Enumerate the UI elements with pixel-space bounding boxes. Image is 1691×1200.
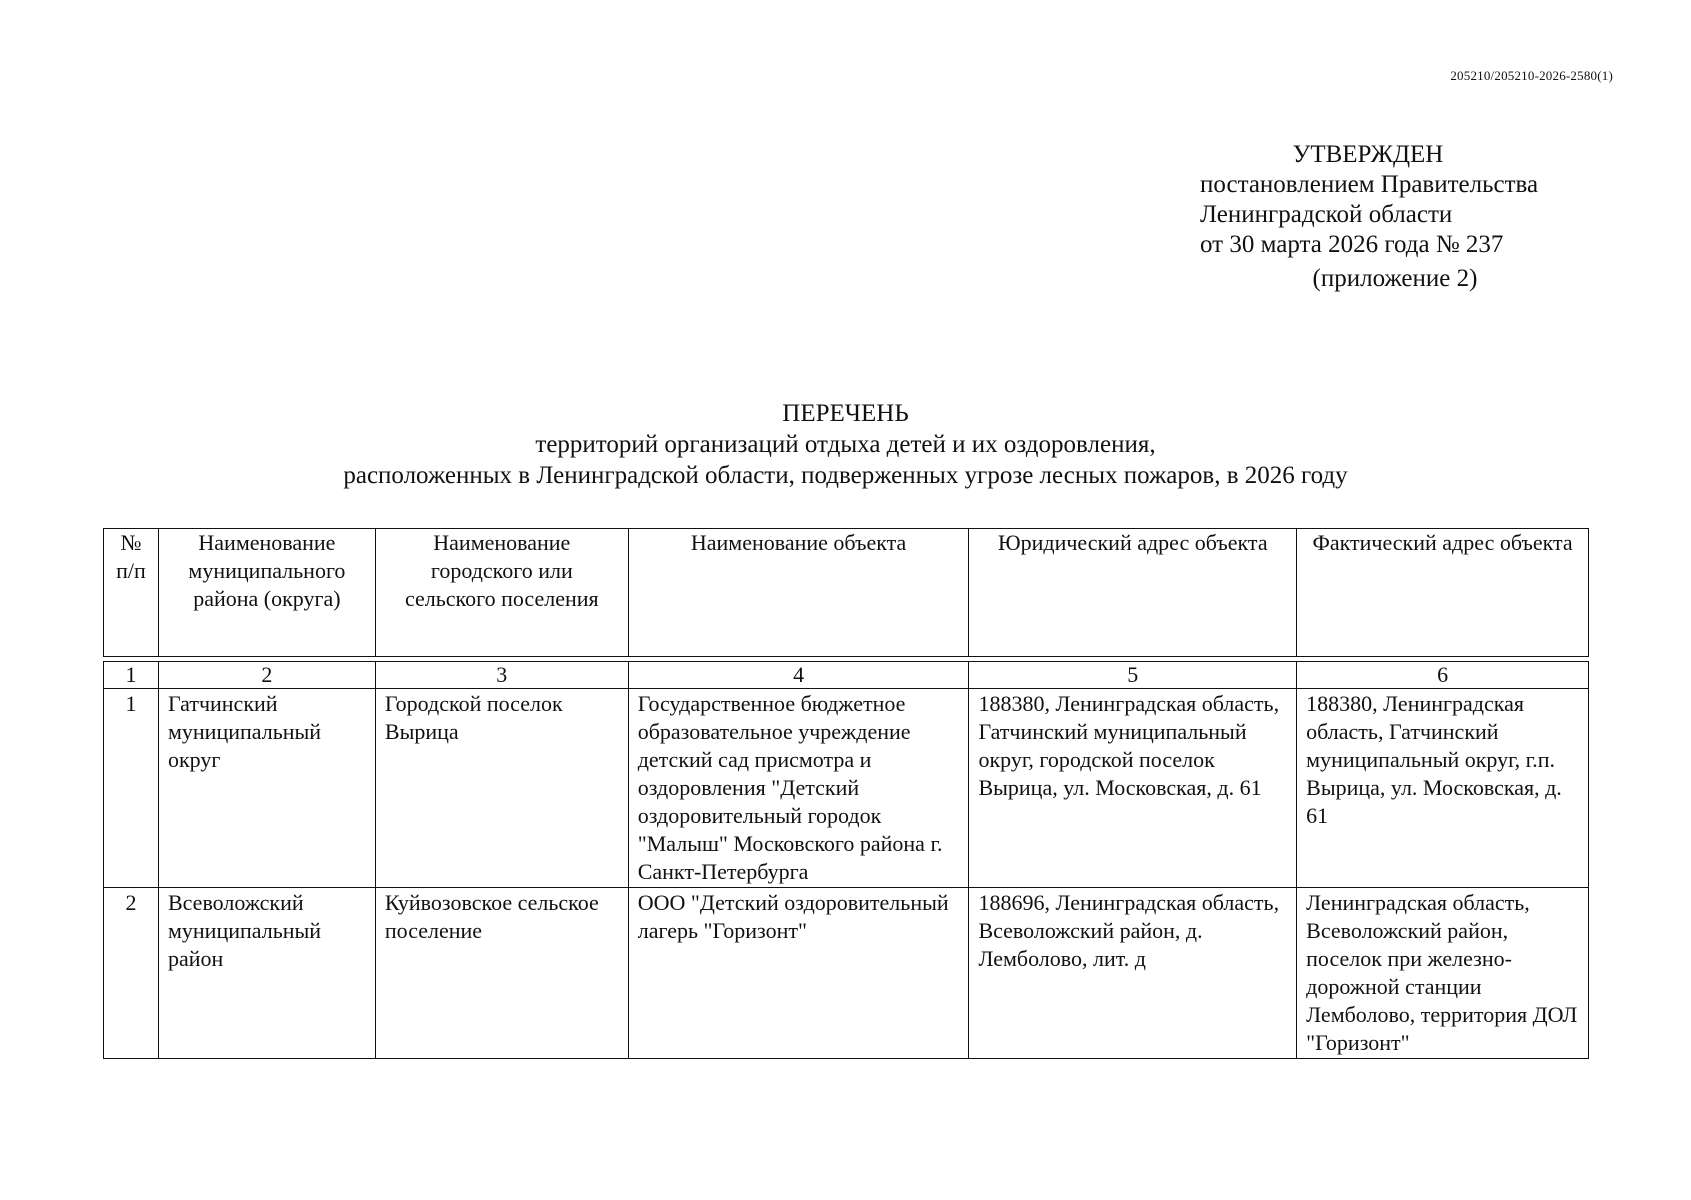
district-cell: Гатчинский муниципальный округ — [158, 689, 375, 888]
settlement-cell: Куйвозовское сельское поселение — [375, 888, 628, 1059]
column-number: 2 — [158, 662, 375, 689]
approval-date-line: от 30 марта 2026 года № 237 — [1200, 231, 1504, 258]
header-cell-number: № п/п — [104, 529, 159, 657]
column-number: 1 — [104, 662, 159, 689]
row-number: 1 — [104, 689, 159, 888]
approval-title: УТВЕРЖДЕН — [1292, 141, 1444, 168]
territory-table — [103, 528, 1589, 1059]
settlement-cell: Городской поселок Вырица — [375, 689, 628, 888]
actual-address-cell: Ленинградская область, Всеволожский район, поселок при железно-дорожной станции Лемболово, территория ДОЛ "Горизонт" — [1297, 888, 1589, 1059]
row-number: 2 — [104, 888, 159, 1059]
column-number: 6 — [1297, 662, 1589, 689]
legal-address-cell: 188380, Ленинградская область, Гатчинский муниципальный округ, городской поселок Вырица, ул. Московская, д. 61 — [969, 689, 1297, 888]
header-cell-actual-address: Фактический адрес объекта — [1297, 529, 1589, 657]
header-cell-object: Наименование объекта — [628, 529, 969, 657]
table-row — [104, 689, 1589, 888]
header-cell-district: Наименование муниципального района (округа) — [158, 529, 375, 657]
legal-address-cell: 188696, Ленинградская область, Всеволожский район, д. Лемболово, лит. д — [969, 888, 1297, 1059]
table-header-row — [104, 529, 1589, 657]
district-cell: Всеволожский муниципальный район — [158, 888, 375, 1059]
column-number-row — [104, 662, 1589, 689]
document-id: 205210/205210-2026-2580(1) — [1450, 68, 1613, 83]
heading-subtitle: расположенных в Ленинградской области, подверженных угрозе лесных пожаров, в 2026 году — [343, 462, 1348, 489]
heading-title: ПЕРЕЧЕНЬ — [782, 400, 909, 427]
column-number: 4 — [628, 662, 969, 689]
document-heading — [0, 398, 1691, 491]
object-cell: ООО "Детский оздоровительный лагерь "Горизонт" — [628, 888, 969, 1059]
actual-address-cell: 188380, Ленинградская область, Гатчинский муниципальный округ, г.п. Вырица, ул. Московская, д. 61 — [1297, 689, 1589, 888]
column-number: 3 — [375, 662, 628, 689]
approval-line: Ленинградской области — [1200, 201, 1453, 228]
header-cell-settlement: Наименование городского или сельского поселения — [375, 529, 628, 657]
approval-line: постановлением Правительства — [1200, 171, 1539, 198]
approval-stamp — [1200, 140, 1590, 294]
header-cell-legal-address: Юридический адрес объекта — [969, 529, 1297, 657]
table-row — [104, 888, 1589, 1059]
appendix-label: (приложение 2) — [1312, 265, 1478, 292]
heading-subtitle: территорий организаций отдыха детей и их оздоровления, — [535, 431, 1156, 458]
column-number: 5 — [969, 662, 1297, 689]
object-cell: Государственное бюджетное образовательное учреждение детский сад присмотра и оздоровления "Детский оздоровительный городок "Малыш" Московского района г. Санкт-Петербурга — [628, 689, 969, 888]
